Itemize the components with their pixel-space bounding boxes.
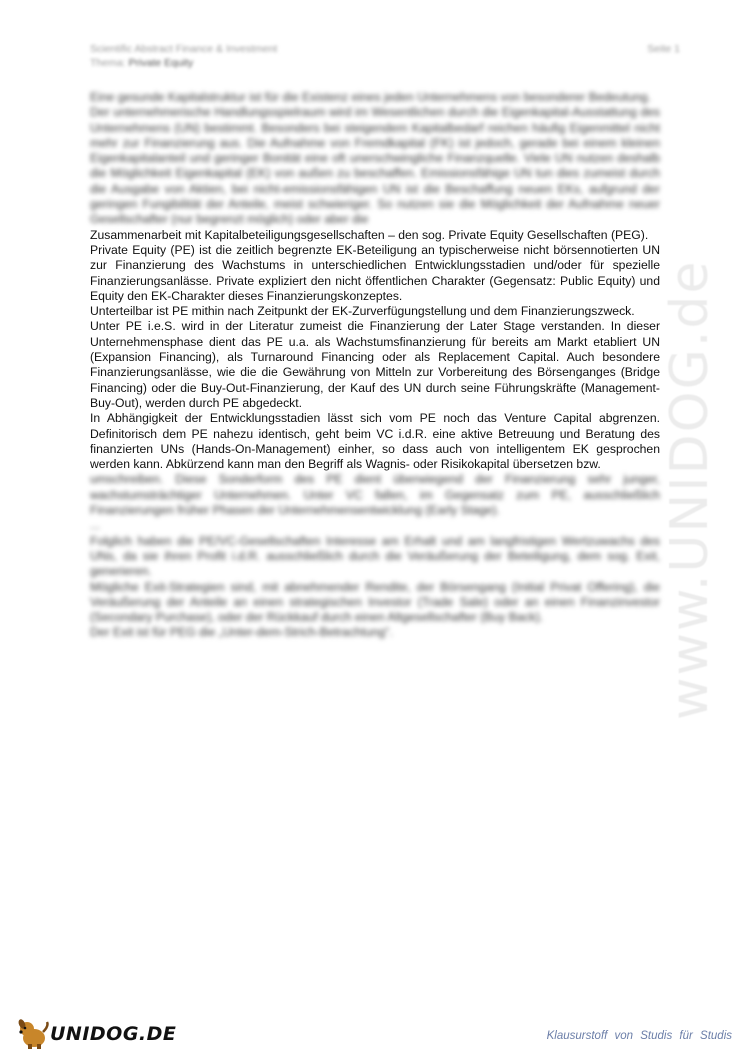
blurred-outro [90, 472, 660, 640]
topic-line [90, 56, 680, 70]
dog-icon [16, 1018, 50, 1050]
paragraph: Private Equity (PE) ist die zeitlich begrenzte EK-Beteiligung an typischerweise nicht börsennotierten UN zur Finanzierung des Wachstums in unterschiedlichen Entwicklungsstadien und/oder für spezielle Finanzierungsanlässe. Private expliziert den nicht öffentlichen Charakter (Gegensatz: Public Equity) und Equity den EK-Charakter dieses Finanzierungskonzeptes. [90, 242, 660, 303]
page-header [90, 42, 680, 70]
paragraph: Eine gesunde Kapitalstruktur ist für die Existenz eines jeden Unternehmens von besonderer Bedeutung. [90, 90, 651, 104]
topic-value: Private Equity [128, 57, 194, 69]
watermark: www.UNIDOG.de [660, 259, 720, 720]
footer-slogan: Klausurstoff von Studis für Studis [546, 1030, 732, 1042]
topic-key: Thema: [90, 57, 126, 69]
page-number: Seite 1 [647, 43, 680, 55]
paragraph: Der unternehmerische Handlungsspielraum wird im Wesentlichen durch die Eigenkapital-Ausstattung des Unternehmens (UN) bestimmt. Besonders bei steigendem Kapitalbedarf reichen häufig Eigenmittel nicht mehr zur Finanzierung aus. Die Aufnahme von Fremdkapital (FK) ist jedoch, gerade bei einem kleinen Eigenkapitalanteil und geringer Bonität eine oft unerschwingliche Finanzquelle. Viele UN nutzen deshalb die Möglichkeit Eigenkapital (EK) von außen zu beschaffen. Emissionsfähige UN tun dies zumeist durch die Ausgabe von Aktien, bei nicht-emissionsfähigen UN ist die Beschaffung neuen EKs, aufgrund der geringen Fungibilität der Anteile, meist schwieriger. So nutzen sie die Möglichkeit der Aufnahme neuer Gesellschafter (nur begrenzt möglich) oder aber die [90, 105, 660, 227]
document-title: Scientific Abstract Finance & Investment [90, 43, 278, 55]
document-body [90, 90, 660, 641]
paragraph: In Abhängigkeit der Entwicklungsstadien lässt sich vom PE noch das Venture Capital abgrenzen. Definitorisch dem PE nahezu identisch, geht beim VC i.d.R. eine aktive Betreuung und Beratung des finanzierten UNs (Hands-On-Management) einher, so dass auch von intelligentem EK gesprochen werden kann. Abkürzend kann man den Begriff als Wagnis- oder Risikokapital übersetzen bzw. [90, 411, 660, 472]
paragraph: Der Exit ist für PEG die „Unter-dem-Strich-Betrachtung“. [90, 625, 393, 640]
paragraph: ... [90, 518, 101, 533]
blurred-intro [90, 90, 660, 228]
paragraph: Mögliche Exit-Strategien sind, mit abnehmender Rendite, der Börsengang (Initial Privat Offering), die Veräußerung der Anteile an einen strategischen Investor (Trade Sale) oder an einen Finanzinvestor (Secondary Purchase), oder der Rückkauf durch einen Altgesellschafter (Buy Back). [90, 579, 660, 625]
paragraph: Folglich haben die PE/VC-Gesellschaften Interesse am Erhalt und am langfristigen Wertzuwachs des UNs, da sie ihren Profit i.d.R. ausschließlich durch die Veräußerung der Beteiligung, dem sog. Exit, generieren. [90, 533, 660, 579]
paragraph: Unter PE i.e.S. wird in der Literatur zumeist die Finanzierung der Later Stage verstanden. In dieser Unternehmensphase dient das PE u.a. als Wachstumsfinanzierung für bereits am Markt etabliert UN (Expansion Financing), als Turnaround Financing oder als Replacement Capital. Auch besondere Finanzierungsanlässe, wie die die Gewährung von Mitteln zur Vorbereitung des Börsenganges (Bridge Financing) oder die Buy-Out-Finanzierung, der Kauf des UN durch seine Führungskräfte (Management-Buy-Out), werden durch PE abgedeckt. [90, 319, 660, 410]
logo-text: UNIDOG.DE [50, 1023, 177, 1045]
paragraph: Unterteilbar ist PE mithin nach Zeitpunkt der EK-Zurverfügungstellung und dem Finanzierungszweck. [90, 304, 635, 319]
readable-section [90, 228, 660, 473]
unidog-logo[interactable] [16, 1018, 176, 1050]
paragraph: Zusammenarbeit mit Kapitalbeteiligungsgesellschaften – den sog. Private Equity Gesellschaften (PEG). [90, 227, 649, 242]
paragraph: umschreiben. Diese Sonderform des PE dient überwiegend der Finanzierung sehr junger, wachstumsträchtiger Unternehmen. Unter VC fallen, im Gegensatz zum PE, ausschließlich Finanzierungen früher Phasen der Unternehmensentwicklung (Early Stage). [90, 472, 660, 518]
